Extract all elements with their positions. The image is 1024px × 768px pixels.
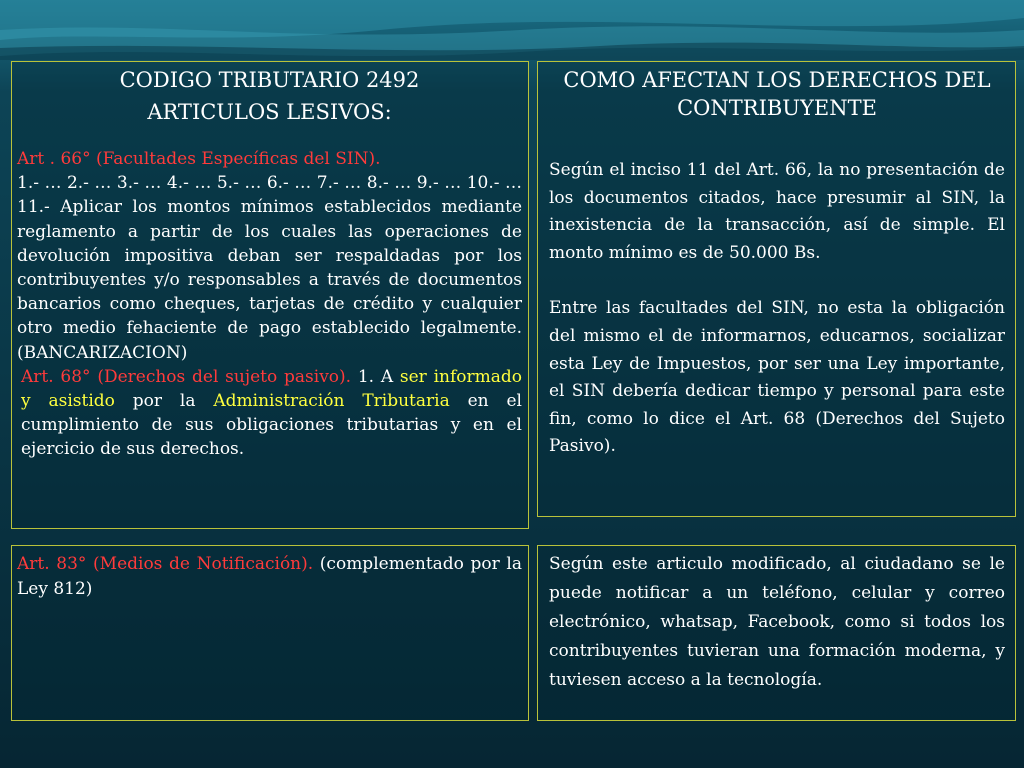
art68-heading: Art. 68° (Derechos del sujeto pasivo). [21, 366, 352, 387]
art68-mid: por la [114, 391, 214, 412]
art83-paragraph [17, 552, 522, 602]
art68-rest: en el cumplimiento de sus obligaciones tributarias y en el ejercicio de sus derechos. [21, 391, 522, 460]
art68-num: 1. A [351, 366, 400, 387]
art66-heading: Art . 66° (Facultades Específicas del SIN). [17, 149, 381, 169]
art68-highlight-administracion: Administración Tributaria [213, 391, 450, 412]
facultades-paragraph: Entre las facultades del SIN, no esta la obligación del mismo el de informarnos, educarnos, socializar esta Ley de Impuestos, por ser una Ley importante, el SIN debería dedicar tiempo y personal para este fin, como lo dice el Art. 68 (Derechos del Sujeto Pasivo). [549, 298, 1005, 457]
art66-body: 1.- … 2.- … 3.- … 4.- … 5.- … 6.- … 7.- … 8.- … 9.- … 10.- … 11.- Aplicar los montos mínimos establecidos mediante reglamento a partir de los cuales las operaciones de devolución impositiva deban ser respaldadas por los contribuyentes y/o responsables a través de documentos bancarios como cheques, tarjetas de crédito y cualquier otro medio fehaciente de pago establecido legalmente. (BANCARIZACION) [17, 173, 522, 363]
art68-highlight-informado: ser informado y asistido [21, 366, 522, 412]
art83-panel [11, 545, 529, 721]
derechos-contribuyente-panel [537, 61, 1016, 517]
art83-heading: Art. 83° (Medios de Notificación). [17, 554, 314, 574]
notificacion-panel [537, 545, 1016, 721]
panel-title: COMO AFECTAN LOS DERECHOS DEL CONTRIBUYENTE [563, 68, 991, 120]
inciso-11-paragraph: Según el inciso 11 del Art. 66, la no presentación de los documentos citados, hace presumir al SIN, la inexistencia de la transacción, así de simple. El monto mínimo es de 50.000 Bs. [549, 160, 1005, 263]
art83-rest: (complementado por la Ley 812) [17, 554, 522, 599]
notificacion-paragraph: Según este articulo modificado, al ciudadano se le puede notificar a un teléfono, celular y correo electrónico, whatsap, Facebook, como si todos los contribuyentes tuvieran una formación moderna, y tuviesen acceso a la tecnología. [549, 554, 1005, 690]
panel-title-line1: CODIGO TRIBUTARIO 2492 [119, 68, 420, 92]
panel-title-line2: ARTICULOS LESIVOS: [147, 100, 392, 124]
articulos-lesivos-panel [11, 61, 529, 529]
art68-paragraph [17, 365, 522, 462]
